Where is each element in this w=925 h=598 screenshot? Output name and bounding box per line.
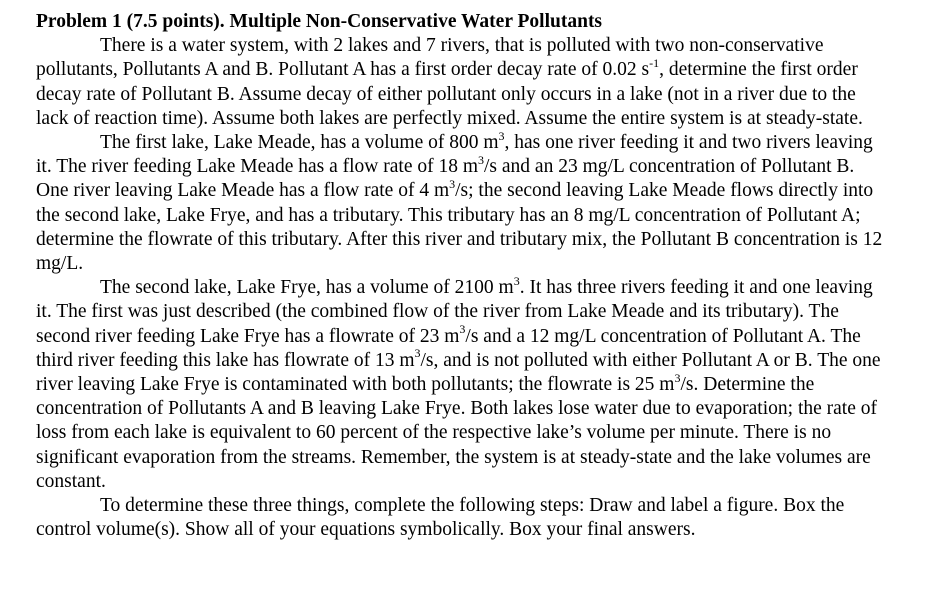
superscript: -1 bbox=[649, 55, 660, 70]
problem-body bbox=[36, 34, 885, 542]
paragraph-3 bbox=[36, 273, 885, 494]
text-run: /s; the second leaving Lake Meade flows directly into the second lake, Lake Frye, and has a tributary. This tributary has an 8 mg/L concentration of Pollutant A; determine the flowrate of this tributary. After this river and tributary mix, the Pollutant B concentration is 12 mg/L. bbox=[36, 180, 883, 275]
text-run: /s and an 23 mg/L concentration of Pollutant B. One river leaving Lake Meade has a flow rate of 4 m bbox=[36, 156, 855, 202]
text-run: The first lake, Lake Meade, has a volume of 800 m bbox=[100, 132, 499, 154]
superscript: 3 bbox=[414, 346, 421, 361]
superscript: 3 bbox=[498, 128, 505, 143]
superscript: 3 bbox=[459, 322, 466, 337]
text-run: /s, and is not polluted with either Pollutant A or B. The one river leaving Lake Frye is contaminated with both pollutants; the flowrate is 25 m bbox=[36, 349, 881, 396]
text-run: To determine these three things, complete the following steps: Draw and label a figure. Box the control volume(s). Show all of your equations symbolically. Box your final answers. bbox=[36, 495, 845, 541]
paragraph-1 bbox=[36, 34, 885, 131]
text-run: , determine the first order decay rate of Pollutant B. Assume decay of either pollutant only occurs in a lake (not in a river due to the lack of reaction time). Assume both lakes are perfectly mixed. Assume the entire system is at steady-state. bbox=[36, 59, 863, 129]
superscript: 3 bbox=[478, 152, 485, 167]
superscript: 3 bbox=[674, 370, 681, 385]
text-run: There is a water system, with 2 lakes and 7 rivers, that is polluted with two non-conservative pollutants, Pollutants A and B. Pollutant A has a first order decay rate of 0.02 s bbox=[36, 35, 824, 81]
superscript: 3 bbox=[513, 273, 520, 288]
text-run: The second lake, Lake Frye, has a volume of 2100 m bbox=[100, 277, 514, 299]
text-run: /s. Determine the concentration of Pollutants A and B leaving Lake Frye. Both lakes lose water due to evaporation; the rate of loss from each lake is equivalent to 60 percent of the respective lake’s volume per minute. There is no significant evaporation from the streams. Remember, the system is at steady-state and the lake volumes are constant. bbox=[36, 374, 877, 492]
paragraph-2 bbox=[36, 128, 885, 276]
text-run: /s and a 12 mg/L concentration of Pollutant A. The third river feeding this lake has flowrate of 13 m bbox=[36, 325, 861, 371]
text-run: , has one river feeding it and two rivers leaving it. The river feeding Lake Meade has a flow rate of 18 m bbox=[36, 132, 873, 178]
text-run: . It has three rivers feeding it and one leaving it. The first was just described (the combined flow of the river from Lake Meade and its tributary). The second river feeding Lake Frye has a flowrate of 23 m bbox=[36, 277, 873, 347]
superscript: 3 bbox=[449, 176, 456, 191]
paragraph-4 bbox=[36, 494, 885, 542]
problem-title: Problem 1 (7.5 points). Multiple Non-Conservative Water Pollutants bbox=[36, 11, 603, 32]
